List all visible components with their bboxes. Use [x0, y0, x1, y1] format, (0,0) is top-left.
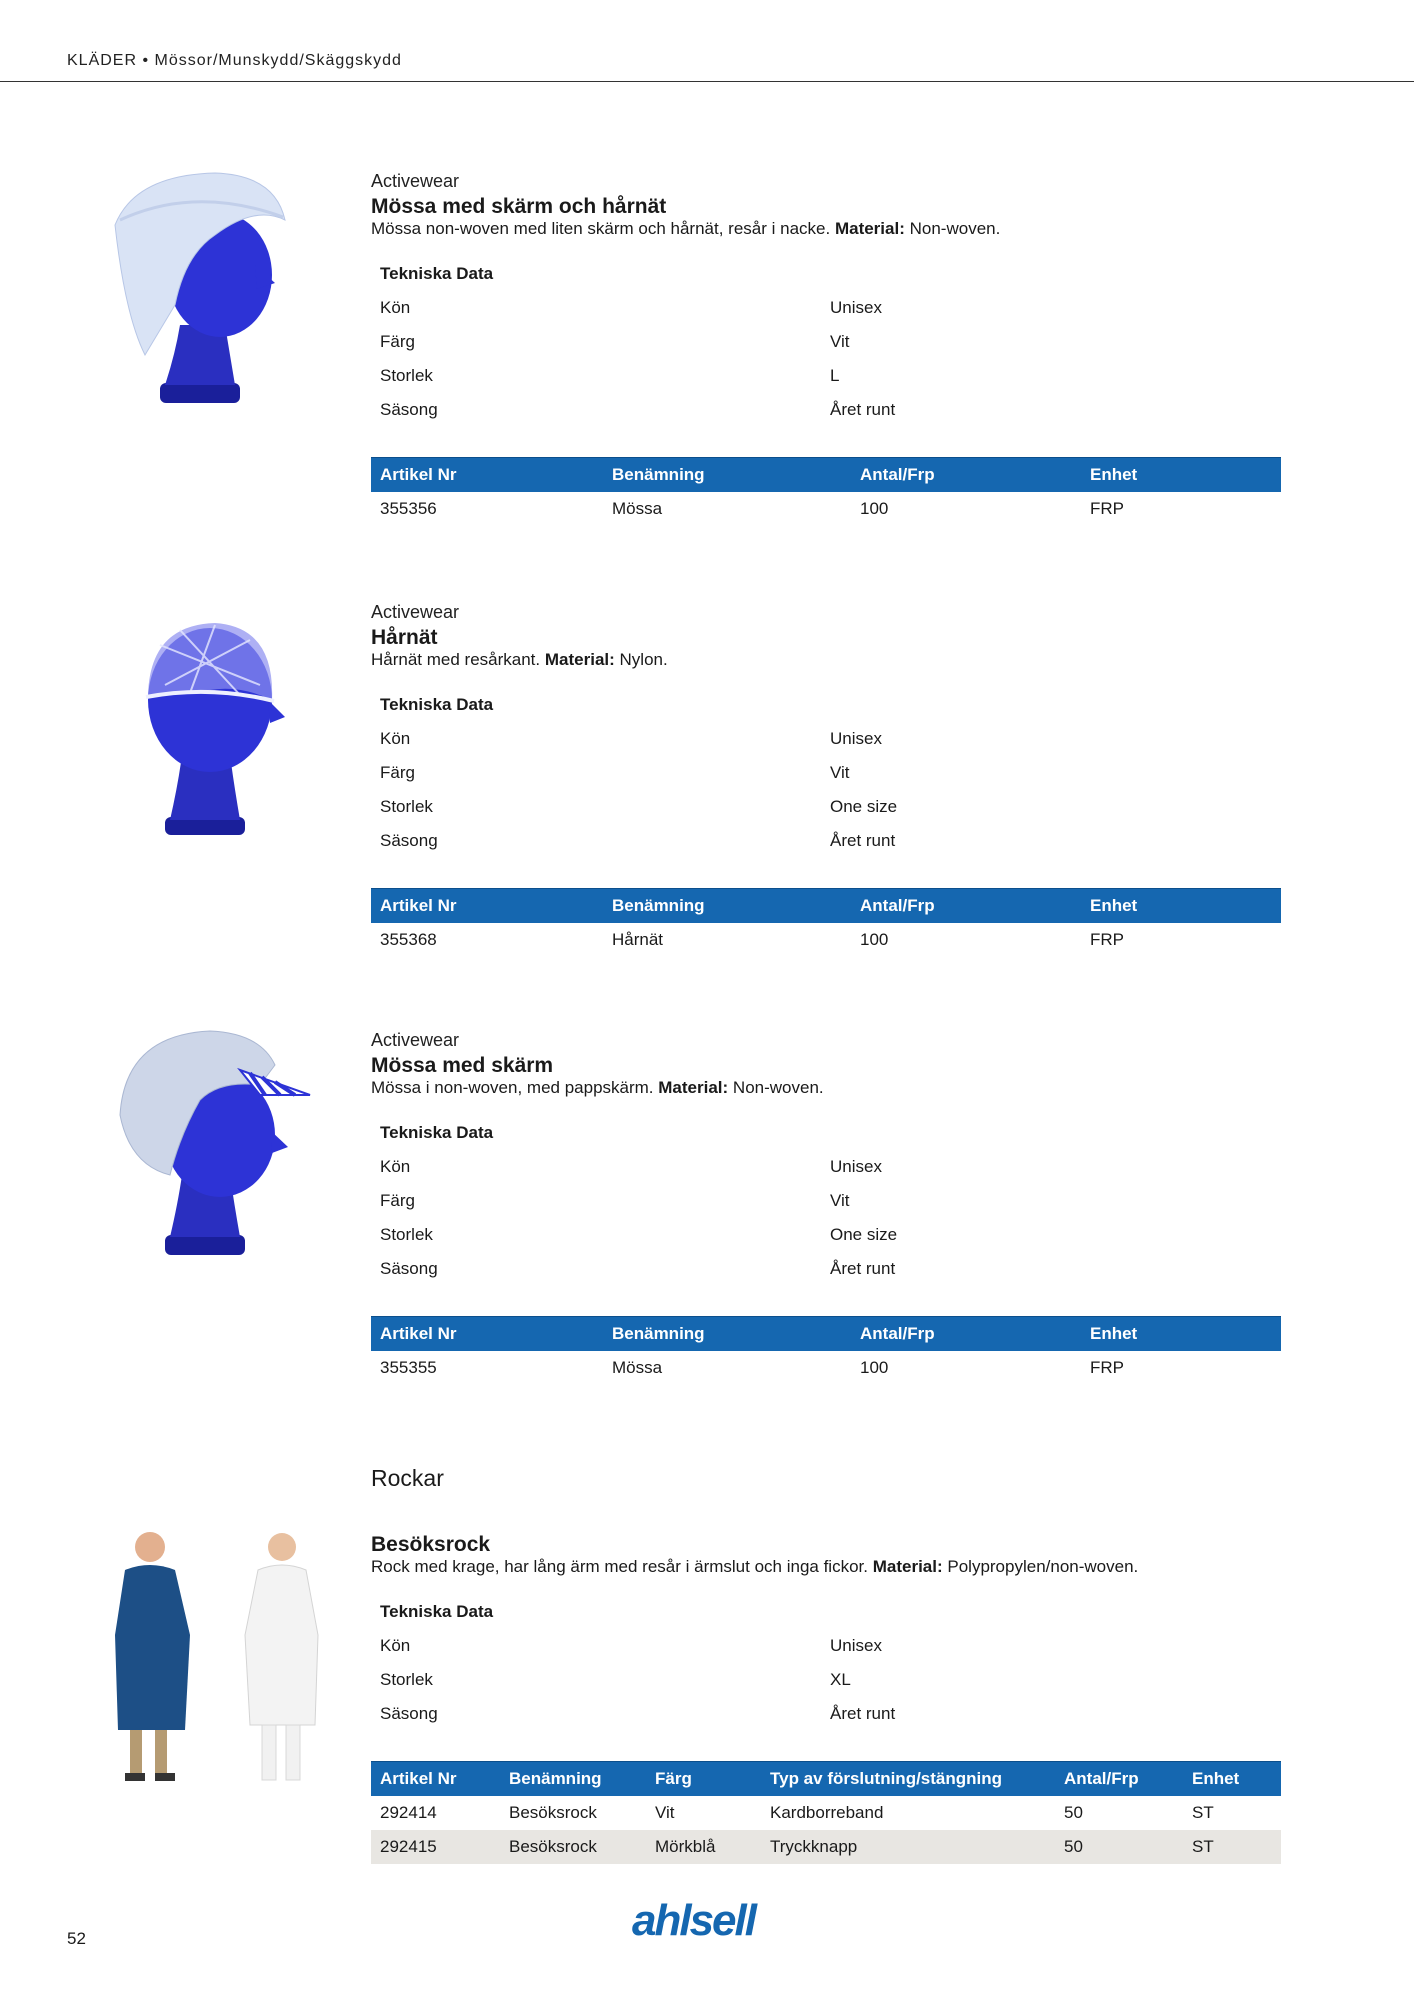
header-divider [0, 81, 1414, 82]
product-block [371, 601, 1281, 957]
tech-row: Färg Vit [380, 763, 850, 782]
breadcrumb: KLÄDER • Mössor/Munskydd/Skäggskydd [67, 52, 402, 69]
tech-data-list [371, 722, 1281, 858]
tech-data-heading: Tekniska Data [380, 1123, 494, 1142]
table-header-row: Artikel Nr Benämning Antal/Frp Enhet [371, 1317, 1281, 1352]
article-table [371, 1316, 1281, 1385]
table-header-row: Artikel Nr Benämning Antal/Frp Enhet [371, 889, 1281, 924]
product-image-visitor-coats [110, 1525, 330, 1795]
product-block [371, 170, 1281, 526]
product-brand: Activewear [371, 602, 460, 622]
svg-text:ahlsell: ahlsell [632, 1896, 755, 1945]
product-title: Hårnät [371, 626, 438, 649]
product-image-hairnet [120, 605, 300, 845]
product-title: Mössa med skärm [371, 1054, 554, 1077]
ahlsell-logo [630, 1895, 790, 1947]
product-image-cap-with-visor [110, 1025, 315, 1265]
table-row: 355355 Mössa 100 FRP [380, 1358, 1124, 1377]
product-description: Mössa non-woven med liten skärm och hårnät, resår i nacke. Material: Non-woven. [371, 219, 1001, 238]
table-row: 355356 Mössa 100 FRP [380, 499, 1124, 518]
tech-row: Storlek One size [380, 1225, 898, 1244]
tech-data-list [371, 1150, 1281, 1286]
article-table [371, 888, 1281, 957]
product-description: Hårnät med resårkant. Material: Nylon. [371, 650, 668, 669]
page-number: 52 [67, 1929, 86, 1948]
table-header-row: Artikel Nr Benämning Färg Typ av förslutning/stängning Antal/Frp Enhet [371, 1762, 1281, 1797]
article-table [371, 1761, 1281, 1864]
product-brand: Activewear [371, 171, 460, 191]
article-table [371, 457, 1281, 526]
tech-row: Kön Unisex [380, 729, 882, 748]
table-header-row: Artikel Nr Benämning Antal/Frp Enhet [371, 458, 1281, 493]
tech-data-list [371, 1629, 1281, 1731]
tech-row: Säsong Året runt [380, 1259, 896, 1278]
tech-data-heading: Tekniska Data [380, 1602, 494, 1621]
section-title: Rockar [371, 1465, 444, 1491]
table-row: 292414 Besöksrock Vit Kardborreband 50 ST [380, 1803, 1214, 1822]
tech-data-list [371, 291, 1281, 427]
tech-row: Kön Unisex [380, 1157, 882, 1176]
product-title: Mössa med skärm och hårnät [371, 195, 667, 218]
product-description: Rock med krage, har lång ärm med resår i ärmslut och inga fickor. Material: Polypropylen/non-woven. [371, 1557, 1139, 1576]
tech-row: Färg Vit [380, 332, 850, 351]
tech-row: Storlek XL [380, 1670, 851, 1689]
product-title: Besöksrock [371, 1533, 491, 1556]
product-description: Mössa i non-woven, med pappskärm. Material: Non-woven. [371, 1078, 824, 1097]
tech-data-heading: Tekniska Data [380, 264, 494, 283]
tech-row: Storlek One size [380, 797, 898, 816]
tech-data-heading: Tekniska Data [380, 695, 494, 714]
tech-row: Säsong Året runt [380, 1704, 896, 1723]
product-block [371, 1029, 1281, 1385]
tech-row: Kön Unisex [380, 1636, 882, 1655]
tech-row: Säsong Året runt [380, 831, 896, 850]
table-row: 355368 Hårnät 100 FRP [380, 930, 1124, 949]
product-block [371, 1530, 1281, 1864]
product-image-cap-with-hairnet [105, 165, 295, 415]
tech-row: Kön Unisex [380, 298, 882, 317]
tech-row: Storlek L [380, 366, 840, 385]
tech-row: Säsong Året runt [380, 400, 896, 419]
tech-row: Färg Vit [380, 1191, 850, 1210]
table-row: 292415 Besöksrock Mörkblå Tryckknapp 50 ST [371, 1830, 1281, 1864]
product-brand: Activewear [371, 1030, 460, 1050]
